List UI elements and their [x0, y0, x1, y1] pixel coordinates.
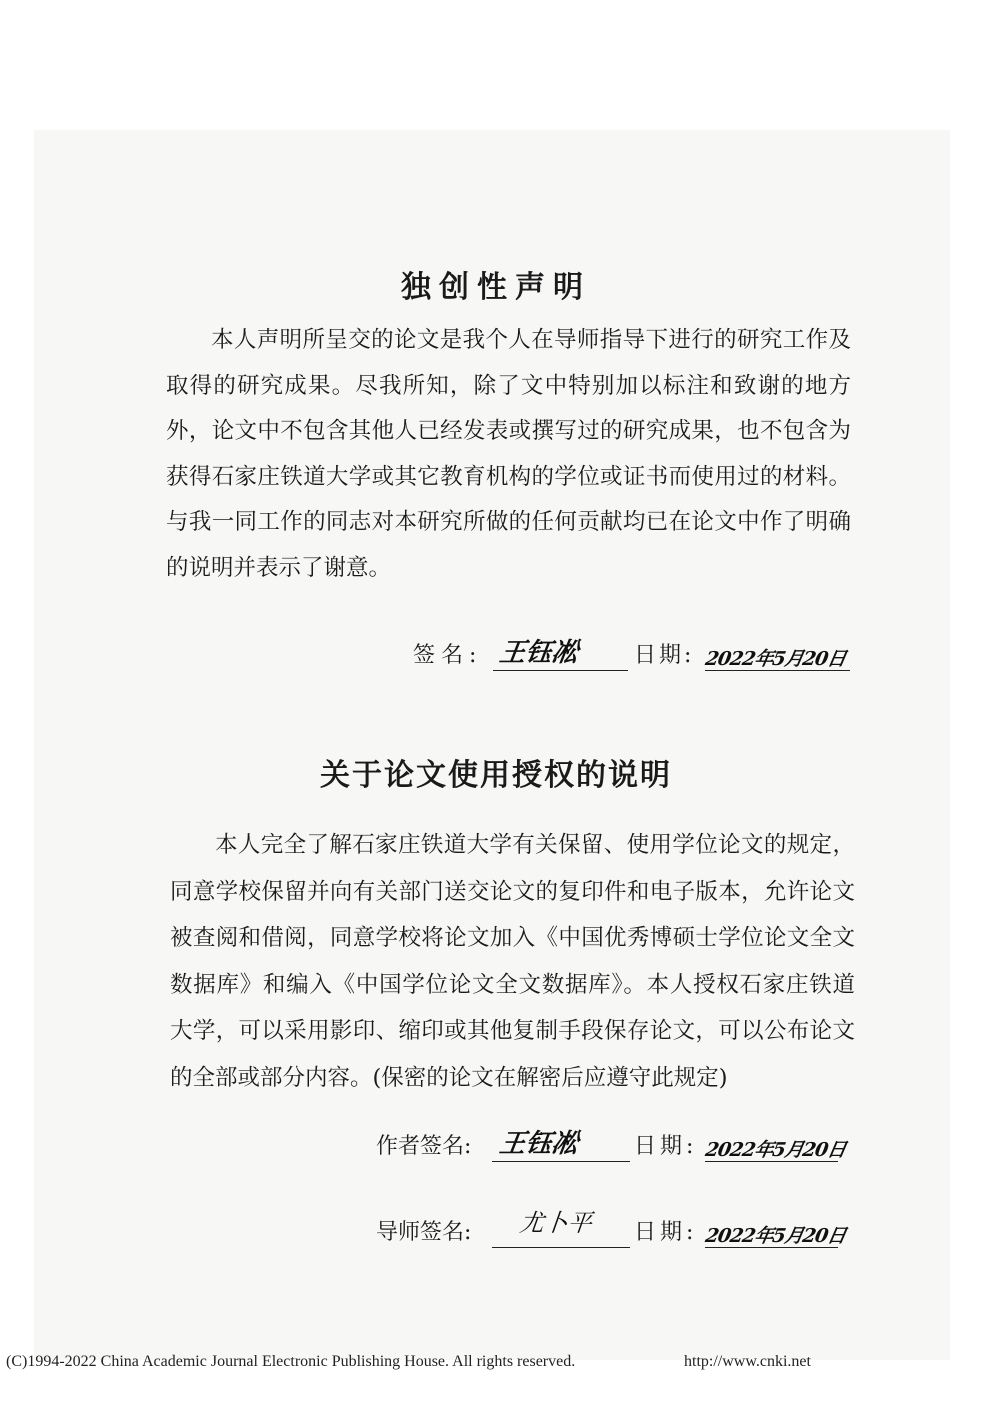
advisor-handwritten-date: 2022年5月20日: [703, 1225, 848, 1247]
author-signature-row: [0, 1126, 992, 1166]
scanned-page-area: [34, 130, 950, 1360]
author-signature-line: [492, 1161, 630, 1162]
originality-statement: 本人声明所呈交的论文是我个人在导师指导下进行的研究工作及取得的研究成果。尽我所知，除了文中特别加以标注和致谢的地方外，论文中不包含其他人已经发表或撰写过的研究成果，也不包含为获得石家庄铁道大学或其它教育机构的学位或证书而使用过的材料。与我一同工作的同志对本研究所做的任何贡献均已在论文中作了明确的说明并表示了谢意。: [166, 327, 851, 581]
signature-label: 签名:: [413, 643, 483, 668]
advisor-signature-label: 导师签名:: [376, 1220, 472, 1245]
advisor-date-label: 日期:: [634, 1220, 698, 1245]
date-label: 日期:: [634, 643, 695, 668]
author-handwritten-signature: 王钰凇: [497, 1129, 580, 1159]
signature-line: [493, 670, 628, 671]
advisor-handwritten-signature: 尤卜平: [518, 1209, 594, 1237]
authorization-title: 关于论文使用授权的说明: [320, 758, 672, 793]
author-handwritten-signature: 王钰凇: [497, 638, 580, 668]
author-signature-label: 作者签名:: [376, 1134, 472, 1159]
cnki-link[interactable]: http://www.cnki.net: [684, 1353, 811, 1370]
authorization-statement: 本人完全了解石家庄铁道大学有关保留、使用学位论文的规定，同意学校保留并向有关部门送交论文的复印件和电子版本，允许论文被查阅和借阅，同意学校将论文加入《中国优秀博硕士学位论文全文数据库》和编入《中国学位论文全文数据库》。本人授权石家庄铁道大学，可以采用影印、缩印或其他复制手段保存论文，可以公布论文的全部或部分内容。(保密的论文在解密后应遵守此规定): [170, 832, 855, 1091]
copyright-notice: (C)1994-2022 China Academic Journal Electronic Publishing House. All rights reserved.: [6, 1353, 576, 1370]
advisor-signature-line: [492, 1247, 630, 1248]
handwritten-date: 2022年5月20日: [703, 648, 848, 670]
author-date-label: 日期:: [634, 1134, 698, 1159]
originality-signature-row: [0, 635, 992, 675]
author-handwritten-date: 2022年5月20日: [703, 1139, 848, 1161]
advisor-signature-row: [0, 1209, 992, 1252]
originality-title: 独创性声明: [401, 270, 591, 305]
